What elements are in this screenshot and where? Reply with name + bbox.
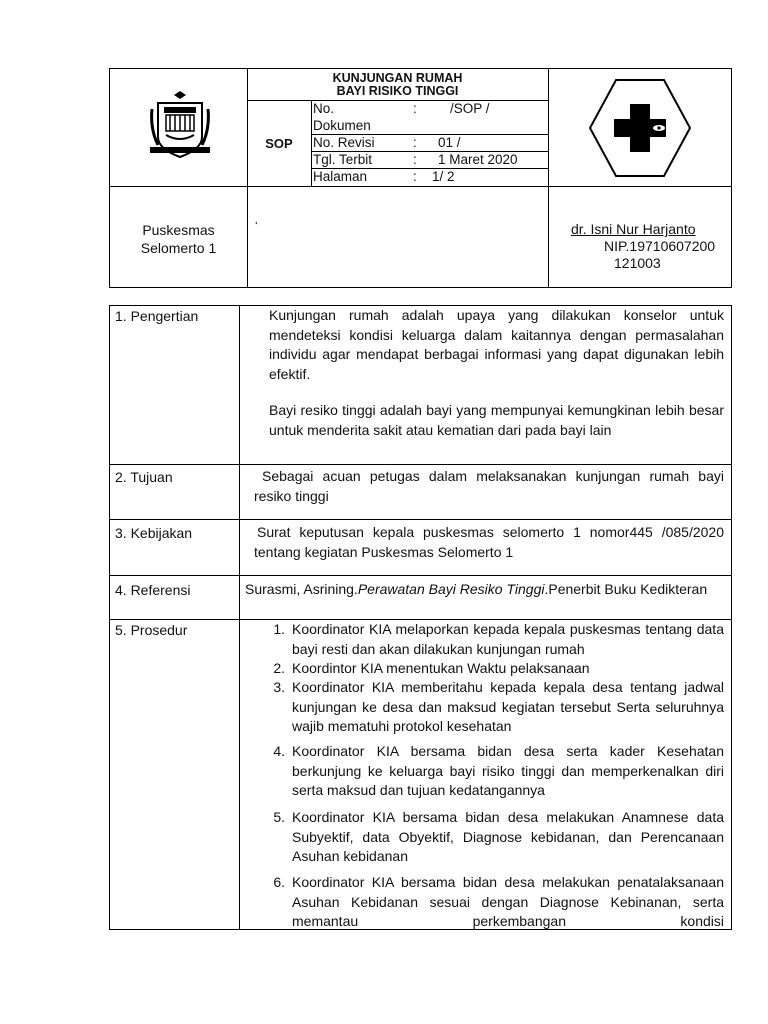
step-text: Koordinator KIA bersama bidan desa serta kader Kesehatan berkunjung ke keluarga bayi risiko tinggi dan memperkenalkan diri serta maksud dan tujuan kedatangannya (292, 743, 724, 798)
revision-value: 01 / (438, 135, 461, 150)
signer-nip-2: 121003 (614, 255, 661, 271)
step-number: 1. (273, 621, 285, 637)
step-text: Koordinator KIA melaporkan kepada kepala puskesmas tentang data bayi resti dan akan dilakukan kunjungan rumah (292, 621, 724, 657)
step-number: 5. (273, 809, 285, 825)
divider (110, 464, 731, 465)
step-text: Koordinator KIA bersama bidan desa melakukan Anamnese data Subyektif, data Obyektif, Diagnose kebidanan, dan Perencanaan Asuhan kebidanan (292, 809, 724, 864)
purpose-text: Sebagai acuan petugas dalam melaksanakan kunjungan rumah bayi resiko tinggi (254, 468, 724, 504)
divider (239, 306, 240, 930)
sop-label: SOP (265, 136, 293, 151)
step-text: Koordinator KIA memberitahu kepada kepala desa tentang jadwal kunjungan ke desa dan maksud kegiatan tersebut Serta seluruhnya wajib mematuhi protokol kesehatan (292, 679, 724, 734)
definition-paragraph-2: Bayi resiko tinggi adalah bayi yang mempunyai kemungkinan lebih besar untuk menderita sakit atau kematian dari pada bayi lain (269, 402, 724, 438)
section-label-kebijakan: 3. Kebijakan (115, 525, 193, 541)
divider (247, 69, 248, 287)
header-table (109, 68, 732, 288)
org-line-1: Puskesmas (142, 222, 215, 238)
page-value: 1/ 2 (432, 169, 455, 184)
step-text: Koordintor KIA menentukan Waktu pelaksanaan (292, 660, 590, 676)
policy-text: Surat keputusan kepala puskesmas selomerto 1 nomor445 /085/2020 tentang kegiatan Puskesmas Selomerto 1 (254, 524, 724, 560)
divider (110, 519, 731, 520)
signer-name: dr. Isni Nur Harjanto (571, 221, 696, 237)
signer-nip-1: NIP.19710607200 (604, 238, 716, 254)
divider (110, 186, 731, 187)
puskesmas-logo (586, 76, 694, 180)
step-number: 4. (273, 743, 285, 759)
doc-number-label: No. (313, 101, 335, 116)
org-line-2: Selomerto 1 (140, 240, 217, 256)
section-label-pengertian: 1. Pengertian (115, 308, 199, 324)
issue-date-colon: : (413, 152, 417, 167)
reference-book-title: Perawatan Bayi Resiko Tinggi (357, 581, 545, 597)
doc-number-label-cont: Dokumen (313, 118, 371, 133)
regency-emblem-logo (148, 89, 212, 161)
divider (311, 100, 312, 186)
step-text: Koordinator KIA bersama bidan desa melakukan penatalaksanaan Asuhan Kebidanan sesuai dengan Diagnose Kebinanan, serta memantau perkembangan kondisi (292, 874, 724, 929)
definition-paragraph-1: Kunjungan rumah adalah upaya yang dilakukan konselor untuk mendeteksi kondisi keluarga dalam kaitannya dengan permasalahan individu agar mendapat berbagai informasi yang dapat digunakan lebih efektif. (269, 307, 724, 382)
issue-date-label: Tgl. Terbit (313, 152, 373, 167)
divider (247, 100, 548, 101)
document-title (247, 72, 548, 98)
doc-number-colon: : (413, 101, 417, 116)
step-number: 6. (273, 874, 285, 890)
section-label-prosedur: 5. Prosedur (115, 622, 188, 638)
procedure-table (109, 305, 732, 930)
revision-colon: : (413, 135, 417, 150)
reference-author: Surasmi, Asrining. (245, 581, 358, 597)
step-number: 3. (273, 679, 285, 695)
page-colon: : (413, 169, 417, 184)
divider (548, 69, 549, 287)
organization-name (110, 221, 247, 257)
signature-mark: ‘ (255, 219, 258, 233)
revision-label: No. Revisi (313, 135, 375, 150)
divider (110, 575, 731, 576)
page-label: Halaman (313, 169, 368, 184)
step-number: 2. (273, 660, 285, 676)
reference-publisher: .Penerbit Buku Kedikteran (544, 581, 708, 597)
title-line-2: BAYI RISIKO TINGGI (336, 84, 459, 98)
section-label-referensi: 4. Referensi (115, 582, 191, 598)
title-line-1: KUNJUNGAN RUMAH (332, 71, 463, 85)
issue-date-value: 1 Maret 2020 (438, 152, 518, 167)
reference-text (245, 580, 724, 600)
section-label-tujuan: 2. Tujuan (115, 469, 173, 485)
doc-number-value: /SOP / (450, 101, 490, 116)
